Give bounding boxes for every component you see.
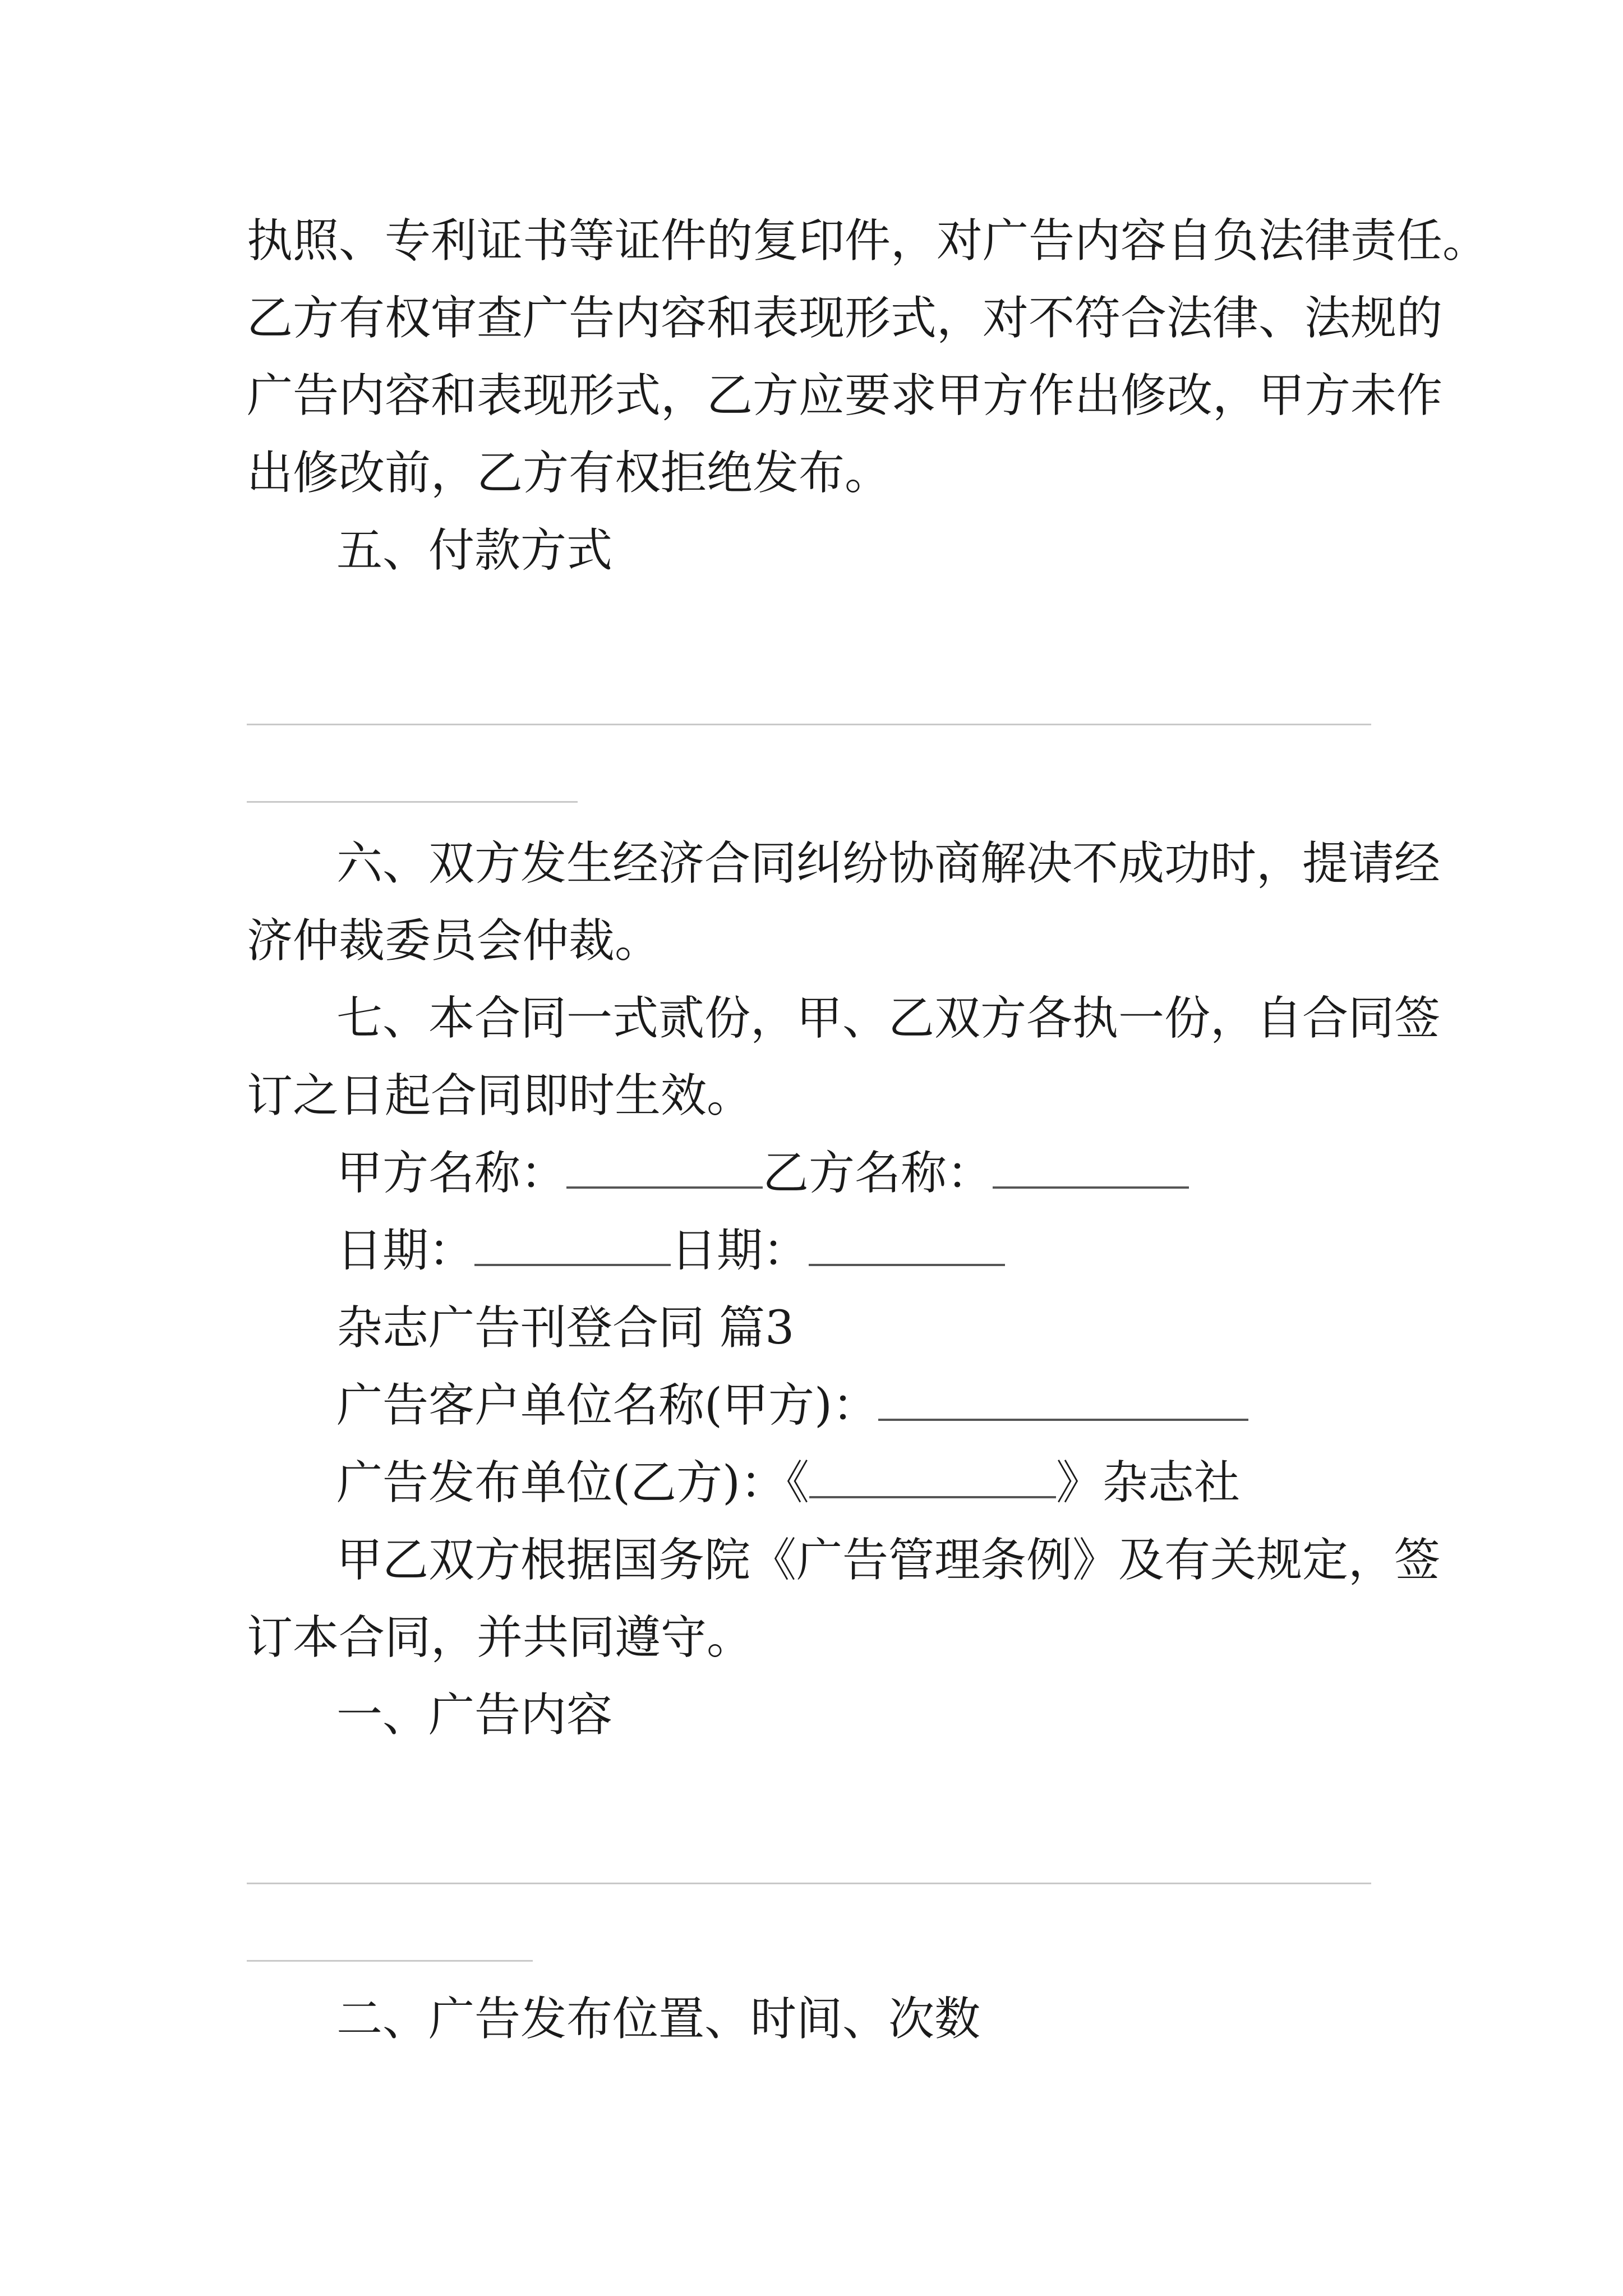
publisher-suffix: 》杂志社	[1055, 1456, 1240, 1510]
party-a-name-label: 甲方名称：	[336, 1147, 567, 1200]
party-a-name-blank[interactable]	[566, 1147, 763, 1189]
clause-seven-line: 订之日起合同即时生效。	[247, 1069, 753, 1122]
party-names-row	[336, 1145, 1189, 1202]
party-b-name-label: 乙方名称：	[763, 1147, 993, 1200]
paragraph-line: 出修改前，乙方有权拒绝发布。	[247, 447, 891, 500]
fill-in-line	[247, 1960, 533, 1962]
clause-seven-line: 七、本合同一式贰份，甲、乙双方各执一份，自合同签	[336, 992, 1441, 1045]
magazine-name-blank[interactable]	[809, 1457, 1056, 1498]
section-heading-payment: 五、付款方式	[336, 524, 613, 577]
party-b-name-blank[interactable]	[993, 1147, 1189, 1189]
publisher-row	[336, 1455, 1240, 1511]
date-b-blank[interactable]	[809, 1225, 1005, 1266]
fill-in-line	[247, 724, 1371, 725]
section-heading-position: 二、广告发布位置、时间、次数	[336, 1993, 981, 2046]
intro-line: 甲乙双方根据国务院《广告管理条例》及有关规定，签	[336, 1534, 1441, 1587]
client-row	[336, 1378, 1248, 1434]
client-name-blank[interactable]	[878, 1379, 1248, 1421]
fill-in-line	[247, 1883, 1371, 1884]
clause-six-line: 济仲裁委员会仲裁。	[247, 914, 661, 968]
section-title: 杂志广告刊登合同 篇3	[336, 1301, 795, 1355]
publisher-label: 广告发布单位(乙方)：《	[336, 1456, 809, 1510]
paragraph-line: 执照、专利证书等证件的复印件，对广告内容自负法律责任。	[247, 214, 1489, 268]
paragraph-line: 乙方有权审查广告内容和表现形式，对不符合法律、法规的	[247, 292, 1443, 345]
client-label: 广告客户单位名称(甲方)：	[336, 1379, 878, 1432]
dates-row	[336, 1223, 1005, 1279]
date-a-label: 日期：	[336, 1224, 475, 1277]
intro-line: 订本合同，并共同遵守。	[247, 1611, 753, 1664]
paragraph-line: 广告内容和表现形式，乙方应要求甲方作出修改，甲方未作	[247, 369, 1443, 422]
date-a-blank[interactable]	[474, 1225, 671, 1266]
fill-in-line	[247, 801, 578, 803]
section-heading-content: 一、广告内容	[336, 1688, 613, 1742]
date-b-label: 日期：	[671, 1224, 809, 1277]
clause-six-line: 六、双方发生经济合同纠纷协商解决不成功时，提请经	[336, 837, 1441, 890]
